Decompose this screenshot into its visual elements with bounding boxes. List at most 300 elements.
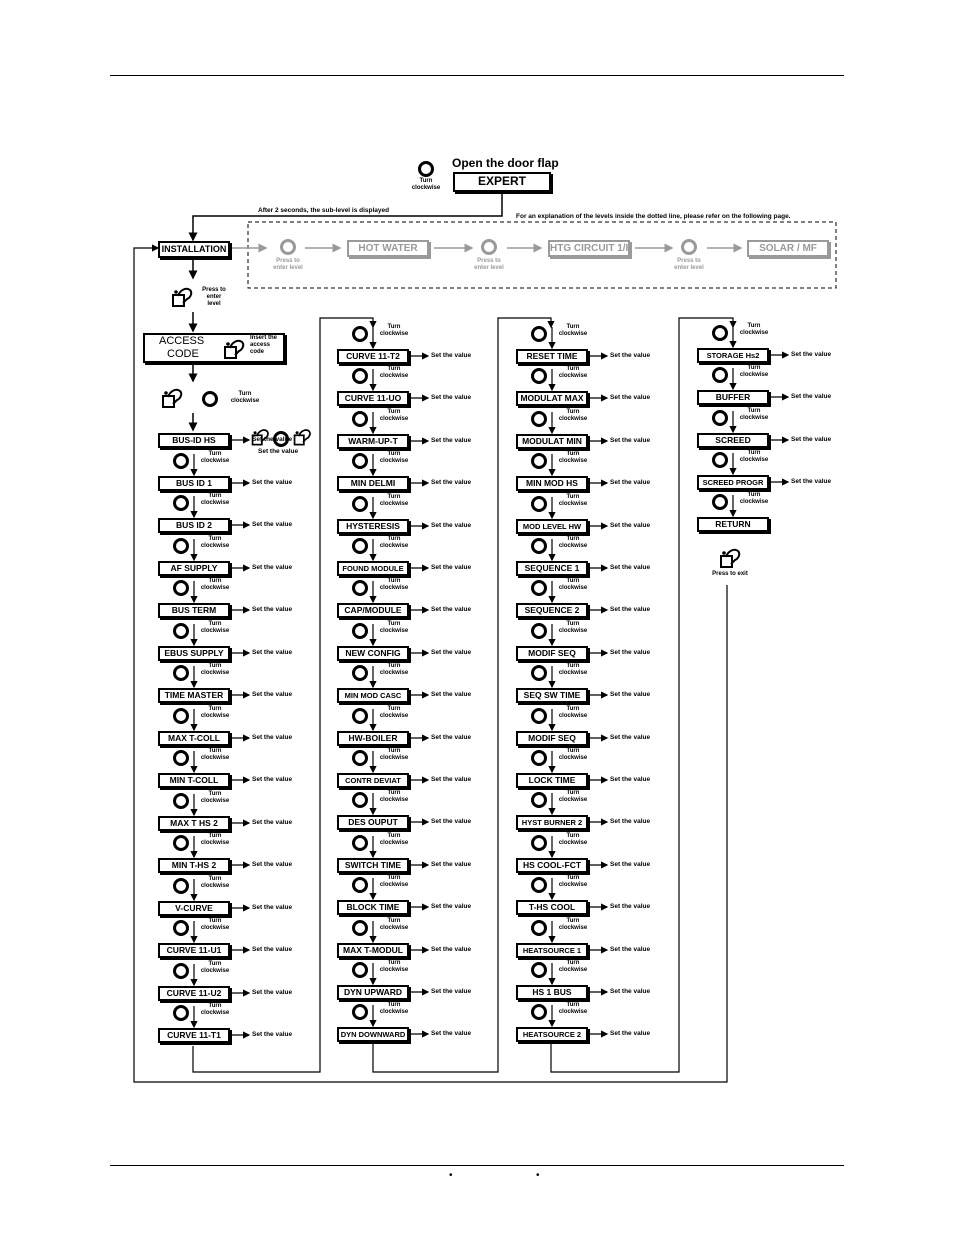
clockwise-label: clockwise (200, 798, 230, 804)
turn-label: Turn (747, 408, 761, 414)
clockwise-label: clockwise (200, 925, 230, 931)
set-value-label: Set the value (252, 436, 293, 443)
turn-label: Turn (387, 748, 401, 754)
turn-label: Turn (566, 578, 580, 584)
press-to-enter-note: Press to enter level (474, 258, 504, 271)
dial-icon (352, 665, 368, 681)
parameter-box: BUS ID 1 (158, 476, 230, 491)
parameter-box: CURVE 11-T1 (158, 1028, 230, 1043)
turn-clockwise-note (737, 492, 771, 506)
dial-icon (681, 239, 697, 255)
dial-icon (173, 1005, 189, 1021)
parameter-box: HYSTERESIS (337, 519, 409, 534)
clockwise-label: clockwise (379, 797, 409, 803)
turn-clockwise-note: Turn clockwise (411, 178, 441, 191)
dial-icon (531, 750, 547, 766)
parameter-box: CURVE 11-UO (337, 391, 409, 406)
parameter-box: SEQ SW TIME (516, 688, 588, 703)
turn-label: Turn (387, 324, 401, 330)
clockwise-label: clockwise (200, 840, 230, 846)
turn-label: Turn (747, 450, 761, 456)
turn-label: Turn (566, 409, 580, 415)
clockwise-label: clockwise (558, 331, 588, 337)
turn-label: Turn (208, 493, 222, 499)
parameter-box: SCREED PROGR (697, 475, 769, 490)
turn-label: Turn (238, 391, 252, 397)
dial-icon (352, 877, 368, 893)
set-value-label: Set the value (431, 606, 472, 613)
press-exit-note: Press to exit (712, 571, 748, 577)
turn-label: Turn (387, 366, 401, 372)
open-door-flap-label: Open the door flap (452, 156, 559, 170)
set-value-label: Set the value (252, 479, 293, 486)
dial-icon (712, 367, 728, 383)
dial-icon (531, 708, 547, 724)
clockwise-label: clockwise (558, 543, 588, 549)
clockwise-label: clockwise (200, 458, 230, 464)
turn-label: Turn (208, 663, 222, 669)
press-to-enter-note: Press to enter level (674, 258, 704, 271)
dial-icon (352, 326, 368, 342)
turn-clockwise-note (556, 960, 590, 974)
set-value-label: Set the value (610, 564, 651, 571)
dial-icon (352, 580, 368, 596)
turn-label: Turn (208, 578, 222, 584)
turn-clockwise-note (737, 365, 771, 379)
turn-label: Turn (566, 536, 580, 542)
set-value-label: Set the value (431, 776, 472, 783)
dial-icon (712, 452, 728, 468)
clockwise-label: clockwise (379, 840, 409, 846)
set-value-label: Set the value (252, 1031, 293, 1038)
turn-clockwise-note (377, 663, 411, 677)
turn-label: Turn (566, 621, 580, 627)
dial-icon (173, 920, 189, 936)
turn-clockwise-note (198, 663, 232, 677)
parameter-box: CONTR DEVIAT (337, 773, 409, 788)
turn-label: Turn (208, 706, 222, 712)
dial-icon (352, 750, 368, 766)
after-2s-note: After 2 seconds, the sub-level is displayed (258, 207, 390, 214)
turn-label: Turn (387, 663, 401, 669)
parameter-box: MIN MOD CASC (337, 688, 409, 703)
clockwise-label: clockwise (558, 882, 588, 888)
access-code-label: CODE (167, 348, 199, 360)
dial-icon (173, 878, 189, 894)
dial-icon (352, 496, 368, 512)
turn-clockwise-note (198, 451, 232, 465)
parameter-box: TIME MASTER (158, 688, 230, 703)
turn-label: Turn (208, 536, 222, 542)
turn-label: Turn (566, 366, 580, 372)
set-value-label: Set the value (431, 1030, 472, 1037)
turn-clockwise-note (377, 536, 411, 550)
dial-icon (712, 325, 728, 341)
clockwise-label: clockwise (230, 398, 260, 404)
set-value-label: Set the value (252, 649, 293, 656)
dial-icon (173, 495, 189, 511)
set-value-label: Set the value (791, 436, 832, 443)
dial-icon (173, 963, 189, 979)
turn-clockwise-note (556, 366, 590, 380)
turn-clockwise-note (737, 408, 771, 422)
parameter-box: MODULAT MAX (516, 391, 588, 406)
set-value-label: Set the value (252, 946, 293, 953)
dial-icon (531, 538, 547, 554)
set-value-label: Set the value (610, 903, 651, 910)
expert-box: EXPERT (453, 172, 551, 192)
turn-label: Turn (747, 323, 761, 329)
turn-clockwise-note (556, 621, 590, 635)
parameter-box: EBUS SUPPLY (158, 646, 230, 661)
set-value-label: Set the value (252, 734, 293, 741)
clockwise-label: clockwise (558, 925, 588, 931)
dial-icon (531, 962, 547, 978)
clockwise-label: clockwise (200, 500, 230, 506)
turn-clockwise-note (556, 578, 590, 592)
turn-clockwise-note (198, 833, 232, 847)
turn-clockwise-note (377, 578, 411, 592)
turn-clockwise-note (377, 494, 411, 508)
turn-clockwise-note (198, 876, 232, 890)
set-value-label: Set the value (431, 394, 472, 401)
press-enter-note: Press to enter level (202, 287, 226, 307)
turn-label: Turn (387, 451, 401, 457)
parameter-box: DYN UPWARD (337, 985, 409, 1000)
parameter-box: BUS-ID HS (158, 433, 230, 448)
turn-clockwise-note (377, 706, 411, 720)
set-value-label: Set the value (252, 861, 293, 868)
turn-clockwise-note (556, 324, 590, 338)
clockwise-label: clockwise (200, 1010, 230, 1016)
turn-label: Turn (566, 324, 580, 330)
set-value-label: Set the value (431, 352, 472, 359)
clockwise-label: clockwise (558, 458, 588, 464)
parameter-box: MIN MOD HS (516, 476, 588, 491)
clockwise-label: clockwise (379, 543, 409, 549)
parameter-box: CURVE 11-T2 (337, 349, 409, 364)
parameter-box: AF SUPPLY (158, 561, 230, 576)
turn-clockwise-note (377, 409, 411, 423)
dial-icon (531, 920, 547, 936)
parameter-box: SWITCH TIME (337, 858, 409, 873)
set-value-label: Set the value (252, 904, 293, 911)
set-value-label: Set the value (431, 649, 472, 656)
turn-clockwise-note (198, 706, 232, 720)
set-value-label: Set the value (252, 819, 293, 826)
dial-icon (531, 792, 547, 808)
turn-clockwise-note (556, 833, 590, 847)
dial-icon (531, 368, 547, 384)
parameter-box: MODIF SEQ (516, 731, 588, 746)
clockwise-label: clockwise (558, 628, 588, 634)
turn-label: Turn (208, 791, 222, 797)
clockwise-label: clockwise (558, 967, 588, 973)
dial-icon (531, 1004, 547, 1020)
parameter-box: V-CURVE (158, 901, 230, 916)
parameter-box: SEQUENCE 2 (516, 603, 588, 618)
dial-icon (173, 623, 189, 639)
dial-icon (202, 391, 218, 407)
set-value-label: Set the value (610, 352, 651, 359)
parameter-box: HW-BOILER (337, 731, 409, 746)
press-hand-icon (222, 336, 248, 362)
dial-icon (531, 326, 547, 342)
turn-label: Turn (208, 748, 222, 754)
turn-clockwise-note (198, 918, 232, 932)
dial-icon (280, 239, 296, 255)
dial-icon (173, 793, 189, 809)
dial-icon (173, 750, 189, 766)
turn-clockwise-note (198, 578, 232, 592)
turn-label: Turn (208, 1003, 222, 1009)
parameter-box: RESET TIME (516, 349, 588, 364)
set-value-label: Set the value (252, 989, 293, 996)
parameter-box: BLOCK TIME (337, 900, 409, 915)
parameter-box: LOCK TIME (516, 773, 588, 788)
turn-clockwise-note (377, 621, 411, 635)
clockwise-label: clockwise (200, 883, 230, 889)
set-value-label: Set the value (610, 818, 651, 825)
set-value-label: Set the value (431, 437, 472, 444)
press-hand-icon (160, 385, 186, 411)
turn-clockwise-note (198, 961, 232, 975)
turn-label: Turn (208, 876, 222, 882)
parameter-box: DYN DOWNWARD (337, 1027, 409, 1042)
clockwise-label: clockwise (379, 585, 409, 591)
clockwise-label: clockwise (379, 458, 409, 464)
clockwise-label: clockwise (379, 967, 409, 973)
parameter-box: SEQUENCE 1 (516, 561, 588, 576)
turn-clockwise-note (198, 791, 232, 805)
turn-clockwise-note (198, 621, 232, 635)
dial-icon (173, 665, 189, 681)
parameter-box: MOD LEVEL HW (516, 519, 588, 534)
parameter-box: FOUND MODULE (337, 561, 409, 576)
set-value-label: Set the value (610, 988, 651, 995)
dial-icon (712, 494, 728, 510)
turn-label: Turn (566, 663, 580, 669)
turn-label: Turn (387, 578, 401, 584)
clockwise-label: clockwise (739, 457, 769, 463)
set-value-label: Set the value (252, 776, 293, 783)
dial-icon (173, 708, 189, 724)
clockwise-label: clockwise (558, 755, 588, 761)
turn-label: Turn (566, 494, 580, 500)
turn-clockwise-note (556, 790, 590, 804)
turn-label: Turn (387, 960, 401, 966)
parameter-box: HEATSOURCE 2 (516, 1027, 588, 1042)
turn-clockwise-note (556, 409, 590, 423)
turn-clockwise-note (377, 1002, 411, 1016)
dial-icon (173, 538, 189, 554)
dial-icon (531, 411, 547, 427)
dial-icon (531, 665, 547, 681)
dial-icon (531, 877, 547, 893)
set-value-label: Set the value (431, 564, 472, 571)
turn-label: Turn (387, 621, 401, 627)
insert-access-code-note: Insert the access code (250, 335, 278, 355)
dial-icon (352, 962, 368, 978)
set-value-label: Set the value (431, 479, 472, 486)
turn-label: Turn (747, 365, 761, 371)
turn-label: Turn (566, 1002, 580, 1008)
set-value-label: Set the value (431, 734, 472, 741)
turn-label: Turn (208, 451, 222, 457)
parameter-box: MIN DELMI (337, 476, 409, 491)
clockwise-label: clockwise (739, 372, 769, 378)
turn-label: Turn (566, 451, 580, 457)
dial-icon (712, 410, 728, 426)
turn-label: Turn (566, 960, 580, 966)
turn-clockwise-note (377, 748, 411, 762)
turn-clockwise-note (556, 663, 590, 677)
solar-mf-box: SOLAR / MF (747, 240, 829, 257)
set-value-label: Set the value (610, 946, 651, 953)
turn-label: Turn (566, 790, 580, 796)
press-hand-icon (292, 426, 314, 448)
turn-label: Turn (387, 833, 401, 839)
clockwise-label: clockwise (379, 501, 409, 507)
dial-icon (173, 453, 189, 469)
clockwise-label: clockwise (558, 670, 588, 676)
turn-label: Turn (566, 748, 580, 754)
parameter-box: STORAGE Hs2 (697, 348, 769, 363)
turn-label: Turn (566, 875, 580, 881)
clockwise-label: clockwise (558, 1009, 588, 1015)
parameter-box: HYST BURNER 2 (516, 815, 588, 830)
turn-clockwise-note (556, 918, 590, 932)
turn-clockwise-note (377, 324, 411, 338)
set-value-label: Set the value (610, 479, 651, 486)
clockwise-label: clockwise (200, 585, 230, 591)
set-value-label: Set the value (252, 564, 293, 571)
turn-label: Turn (208, 621, 222, 627)
turn-clockwise-note (377, 875, 411, 889)
dial-icon (352, 792, 368, 808)
dial-icon (352, 368, 368, 384)
turn-label: Turn (387, 875, 401, 881)
turn-clockwise-note (737, 450, 771, 464)
parameter-box: HEATSOURCE 1 (516, 943, 588, 958)
clockwise-label: clockwise (558, 373, 588, 379)
clockwise-label: clockwise (379, 331, 409, 337)
press-hand-icon (718, 545, 744, 571)
parameter-box: T-HS COOL (516, 900, 588, 915)
dial-icon (352, 538, 368, 554)
turn-clockwise-note (198, 536, 232, 550)
press-to-enter-note: Press to enter level (273, 258, 303, 271)
footer-bullet: • (449, 1170, 453, 1181)
dial-icon (352, 708, 368, 724)
turn-clockwise-note (198, 493, 232, 507)
parameter-box: MIN T-HS 2 (158, 858, 230, 873)
clockwise-label: clockwise (379, 416, 409, 422)
set-value-label: Set the value (252, 606, 293, 613)
set-value-label: Set the value (610, 649, 651, 656)
turn-clockwise-note (377, 833, 411, 847)
turn-clockwise-note (556, 706, 590, 720)
clockwise-label: clockwise (739, 415, 769, 421)
turn-label: Turn (387, 1002, 401, 1008)
turn-clockwise-note (556, 1002, 590, 1016)
set-value-label: Set the value (431, 946, 472, 953)
hot-water-box: HOT WATER (347, 240, 429, 257)
turn-clockwise-note (198, 1003, 232, 1017)
set-value-label: Set the value (610, 734, 651, 741)
turn-label: Turn (566, 706, 580, 712)
clockwise-label: clockwise (200, 713, 230, 719)
dial-icon (418, 161, 434, 177)
set-value-label: Set the value (610, 691, 651, 698)
turn-clockwise-note (556, 875, 590, 889)
clockwise-label: clockwise (558, 416, 588, 422)
clockwise-label: clockwise (379, 882, 409, 888)
parameter-box: MAX T-MODUL (337, 943, 409, 958)
clockwise-label: clockwise (379, 628, 409, 634)
parameter-box: SCREED (697, 433, 769, 448)
clockwise-label: clockwise (558, 797, 588, 803)
clockwise-label: clockwise (379, 755, 409, 761)
turn-label: Turn (208, 961, 222, 967)
set-value-label: Set the value (791, 478, 832, 485)
parameter-box: MAX T-COLL (158, 731, 230, 746)
clockwise-label: clockwise (200, 755, 230, 761)
turn-label: Turn (566, 918, 580, 924)
parameter-box: CAP/MODULE (337, 603, 409, 618)
dial-icon (352, 1004, 368, 1020)
explanation-note: For an explanation of the levels inside the dotted line, please refer on the following page. (516, 213, 791, 220)
clockwise-label: clockwise (200, 543, 230, 549)
turn-clockwise-note (377, 960, 411, 974)
parameter-box: BUS ID 2 (158, 518, 230, 533)
turn-label: Turn (387, 409, 401, 415)
dial-icon (352, 453, 368, 469)
clockwise-label: clockwise (558, 713, 588, 719)
turn-clockwise-note (377, 451, 411, 465)
turn-clockwise-note (377, 918, 411, 932)
dial-icon (531, 453, 547, 469)
dial-icon (352, 623, 368, 639)
set-value-label: Set the value (252, 691, 293, 698)
dial-icon (481, 239, 497, 255)
turn-clockwise-note (556, 451, 590, 465)
parameter-box: MODULAT MIN (516, 434, 588, 449)
dial-icon (352, 411, 368, 427)
set-value-label: Set the value (431, 861, 472, 868)
turn-label: Turn (208, 833, 222, 839)
clockwise-label: clockwise (200, 670, 230, 676)
set-value-label: Set the value (610, 606, 651, 613)
dial-icon (531, 580, 547, 596)
set-value-label: Set the value (431, 818, 472, 825)
turn-label: Turn (387, 706, 401, 712)
turn-clockwise-note (556, 748, 590, 762)
clockwise-label: clockwise (200, 628, 230, 634)
set-value-label: Set the value (610, 861, 651, 868)
clockwise-label: clockwise (379, 1009, 409, 1015)
parameter-box: WARM-UP-T (337, 434, 409, 449)
parameter-box: RETURN (697, 517, 769, 532)
turn-clockwise-note (556, 494, 590, 508)
parameter-box: HS COOL-FCT (516, 858, 588, 873)
dial-icon (173, 580, 189, 596)
set-value-label: Set the value (431, 988, 472, 995)
parameter-box: HS 1 BUS (516, 985, 588, 1000)
turn-label: Turn (747, 492, 761, 498)
parameter-box: CURVE 11-U1 (158, 943, 230, 958)
turn-clockwise-note (737, 323, 771, 337)
